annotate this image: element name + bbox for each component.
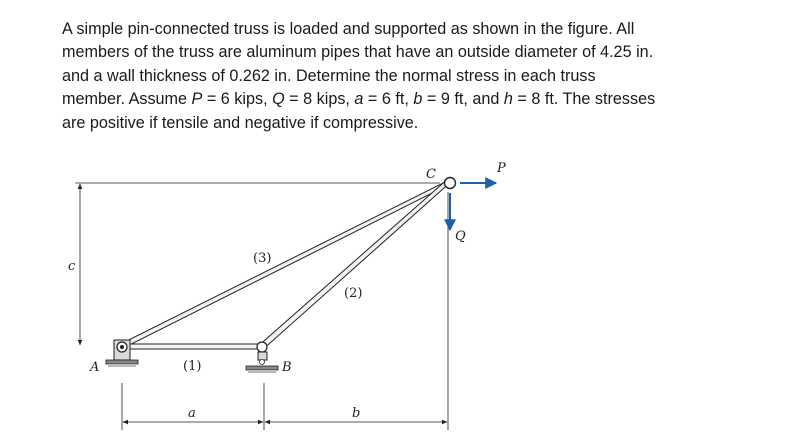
dimension-c-label: c <box>68 259 76 274</box>
load-q-label: Q <box>455 229 466 244</box>
text-segment: = 6 ft, <box>363 90 414 109</box>
var-a: a <box>354 90 364 109</box>
joint-b-label: B <box>282 360 292 375</box>
dimension-b-label: b <box>352 406 361 421</box>
member-1-label: (1) <box>183 359 202 374</box>
problem-line-2: members of the truss are aluminum pipes that have an outside diameter of 4.25 in. <box>62 43 654 62</box>
text-segment: = 8 kips, <box>284 90 355 109</box>
problem-line-5: are positive if tensile and negative if compressive. <box>62 113 419 132</box>
problem-line-3: and a wall thickness of 0.262 in. Determine the normal stress in each truss <box>62 66 596 85</box>
text-segment: = 9 ft, and <box>422 90 504 109</box>
joint-c-label: C <box>426 167 436 182</box>
dimension-lines <box>75 183 448 430</box>
problem-line-1: A simple pin-connected truss is loaded and supported as shown in the figure. All <box>62 20 635 38</box>
var-P: P <box>191 90 203 109</box>
var-b: b <box>413 90 423 109</box>
joint-a-label: A <box>90 360 100 375</box>
var-h: h <box>503 90 513 109</box>
dimension-a-label: a <box>188 406 196 421</box>
joint-c-pin <box>445 178 456 189</box>
var-Q: Q <box>272 90 285 109</box>
member-2-label: (2) <box>344 286 363 301</box>
text-segment: member. Assume <box>62 90 192 109</box>
text-segment: = 8 ft. The stresses <box>512 90 656 109</box>
text-segment: = 6 kips, <box>202 90 273 109</box>
member-1 <box>122 344 264 349</box>
member-3-label: (3) <box>253 251 272 266</box>
load-p-label: P <box>497 161 506 176</box>
